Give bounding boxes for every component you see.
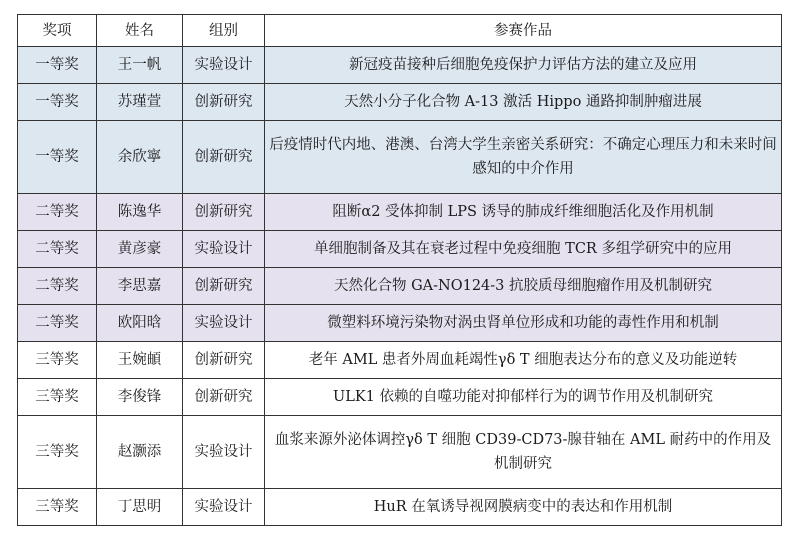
group-cell: 实验设计 (183, 47, 265, 84)
award-cell: 二等奖 (18, 305, 97, 342)
header-row (18, 15, 782, 47)
award-cell: 一等奖 (18, 47, 97, 84)
group-cell: 创新研究 (183, 121, 265, 194)
award-cell: 一等奖 (18, 84, 97, 121)
work-cell: 天然小分子化合物 A-13 激活 Hippo 通路抑制肿瘤进展 (265, 84, 782, 121)
work-cell: 阻断α2 受体抑制 LPS 诱导的肺成纤维细胞活化及作用机制 (265, 194, 782, 231)
header-name: 姓名 (97, 15, 183, 47)
name-cell: 王一帆 (97, 47, 183, 84)
award-cell: 三等奖 (18, 489, 97, 526)
work-cell: 后疫情时代内地、港澳、台湾大学生亲密关系研究：不确定心理压力和未来时间感知的中介作用 (265, 121, 782, 194)
header-award: 奖项 (18, 15, 97, 47)
name-cell: 苏瑾萱 (97, 84, 183, 121)
table-body (18, 47, 782, 526)
award-cell: 三等奖 (18, 342, 97, 379)
award-cell: 一等奖 (18, 121, 97, 194)
award-cell: 二等奖 (18, 231, 97, 268)
name-cell: 陈逸华 (97, 194, 183, 231)
table-row (18, 416, 782, 489)
work-cell: HuR 在氧诱导视网膜病变中的表达和作用机制 (265, 489, 782, 526)
group-cell: 创新研究 (183, 379, 265, 416)
table-row (18, 305, 782, 342)
group-cell: 创新研究 (183, 194, 265, 231)
name-cell: 黄彦豪 (97, 231, 183, 268)
name-cell: 李思嘉 (97, 268, 183, 305)
award-cell: 三等奖 (18, 379, 97, 416)
table-row (18, 194, 782, 231)
award-cell: 二等奖 (18, 268, 97, 305)
table-row (18, 489, 782, 526)
work-cell: ULK1 依赖的自噬功能对抑郁样行为的调节作用及机制研究 (265, 379, 782, 416)
name-cell: 欧阳晗 (97, 305, 183, 342)
table-row (18, 121, 782, 194)
award-table-container (17, 14, 781, 526)
group-cell: 创新研究 (183, 84, 265, 121)
table-row (18, 268, 782, 305)
group-cell: 实验设计 (183, 305, 265, 342)
group-cell: 创新研究 (183, 268, 265, 305)
header-work: 参赛作品 (265, 15, 782, 47)
name-cell: 赵灏添 (97, 416, 183, 489)
name-cell: 丁思明 (97, 489, 183, 526)
work-cell: 老年 AML 患者外周血耗竭性γδ T 细胞表达分布的意义及功能逆转 (265, 342, 782, 379)
table-header (18, 15, 782, 47)
work-cell: 天然化合物 GA-NO124-3 抗胶质母细胞瘤作用及机制研究 (265, 268, 782, 305)
work-cell: 新冠疫苗接种后细胞免疫保护力评估方法的建立及应用 (265, 47, 782, 84)
award-cell: 三等奖 (18, 416, 97, 489)
work-cell: 微塑料环境污染物对涡虫肾单位形成和功能的毒性作用和机制 (265, 305, 782, 342)
name-cell: 李俊锋 (97, 379, 183, 416)
group-cell: 实验设计 (183, 489, 265, 526)
award-table (17, 14, 782, 526)
group-cell: 创新研究 (183, 342, 265, 379)
name-cell: 余欣寧 (97, 121, 183, 194)
award-cell: 二等奖 (18, 194, 97, 231)
work-cell: 单细胞制备及其在衰老过程中免疫细胞 TCR 多组学研究中的应用 (265, 231, 782, 268)
table-row (18, 231, 782, 268)
table-row (18, 47, 782, 84)
table-row (18, 84, 782, 121)
table-row (18, 342, 782, 379)
name-cell: 王婉頔 (97, 342, 183, 379)
work-cell: 血浆来源外泌体调控γδ T 细胞 CD39-CD73-腺苷轴在 AML 耐药中的作用及机制研究 (265, 416, 782, 489)
group-cell: 实验设计 (183, 416, 265, 489)
table-row (18, 379, 782, 416)
group-cell: 实验设计 (183, 231, 265, 268)
header-group: 组别 (183, 15, 265, 47)
